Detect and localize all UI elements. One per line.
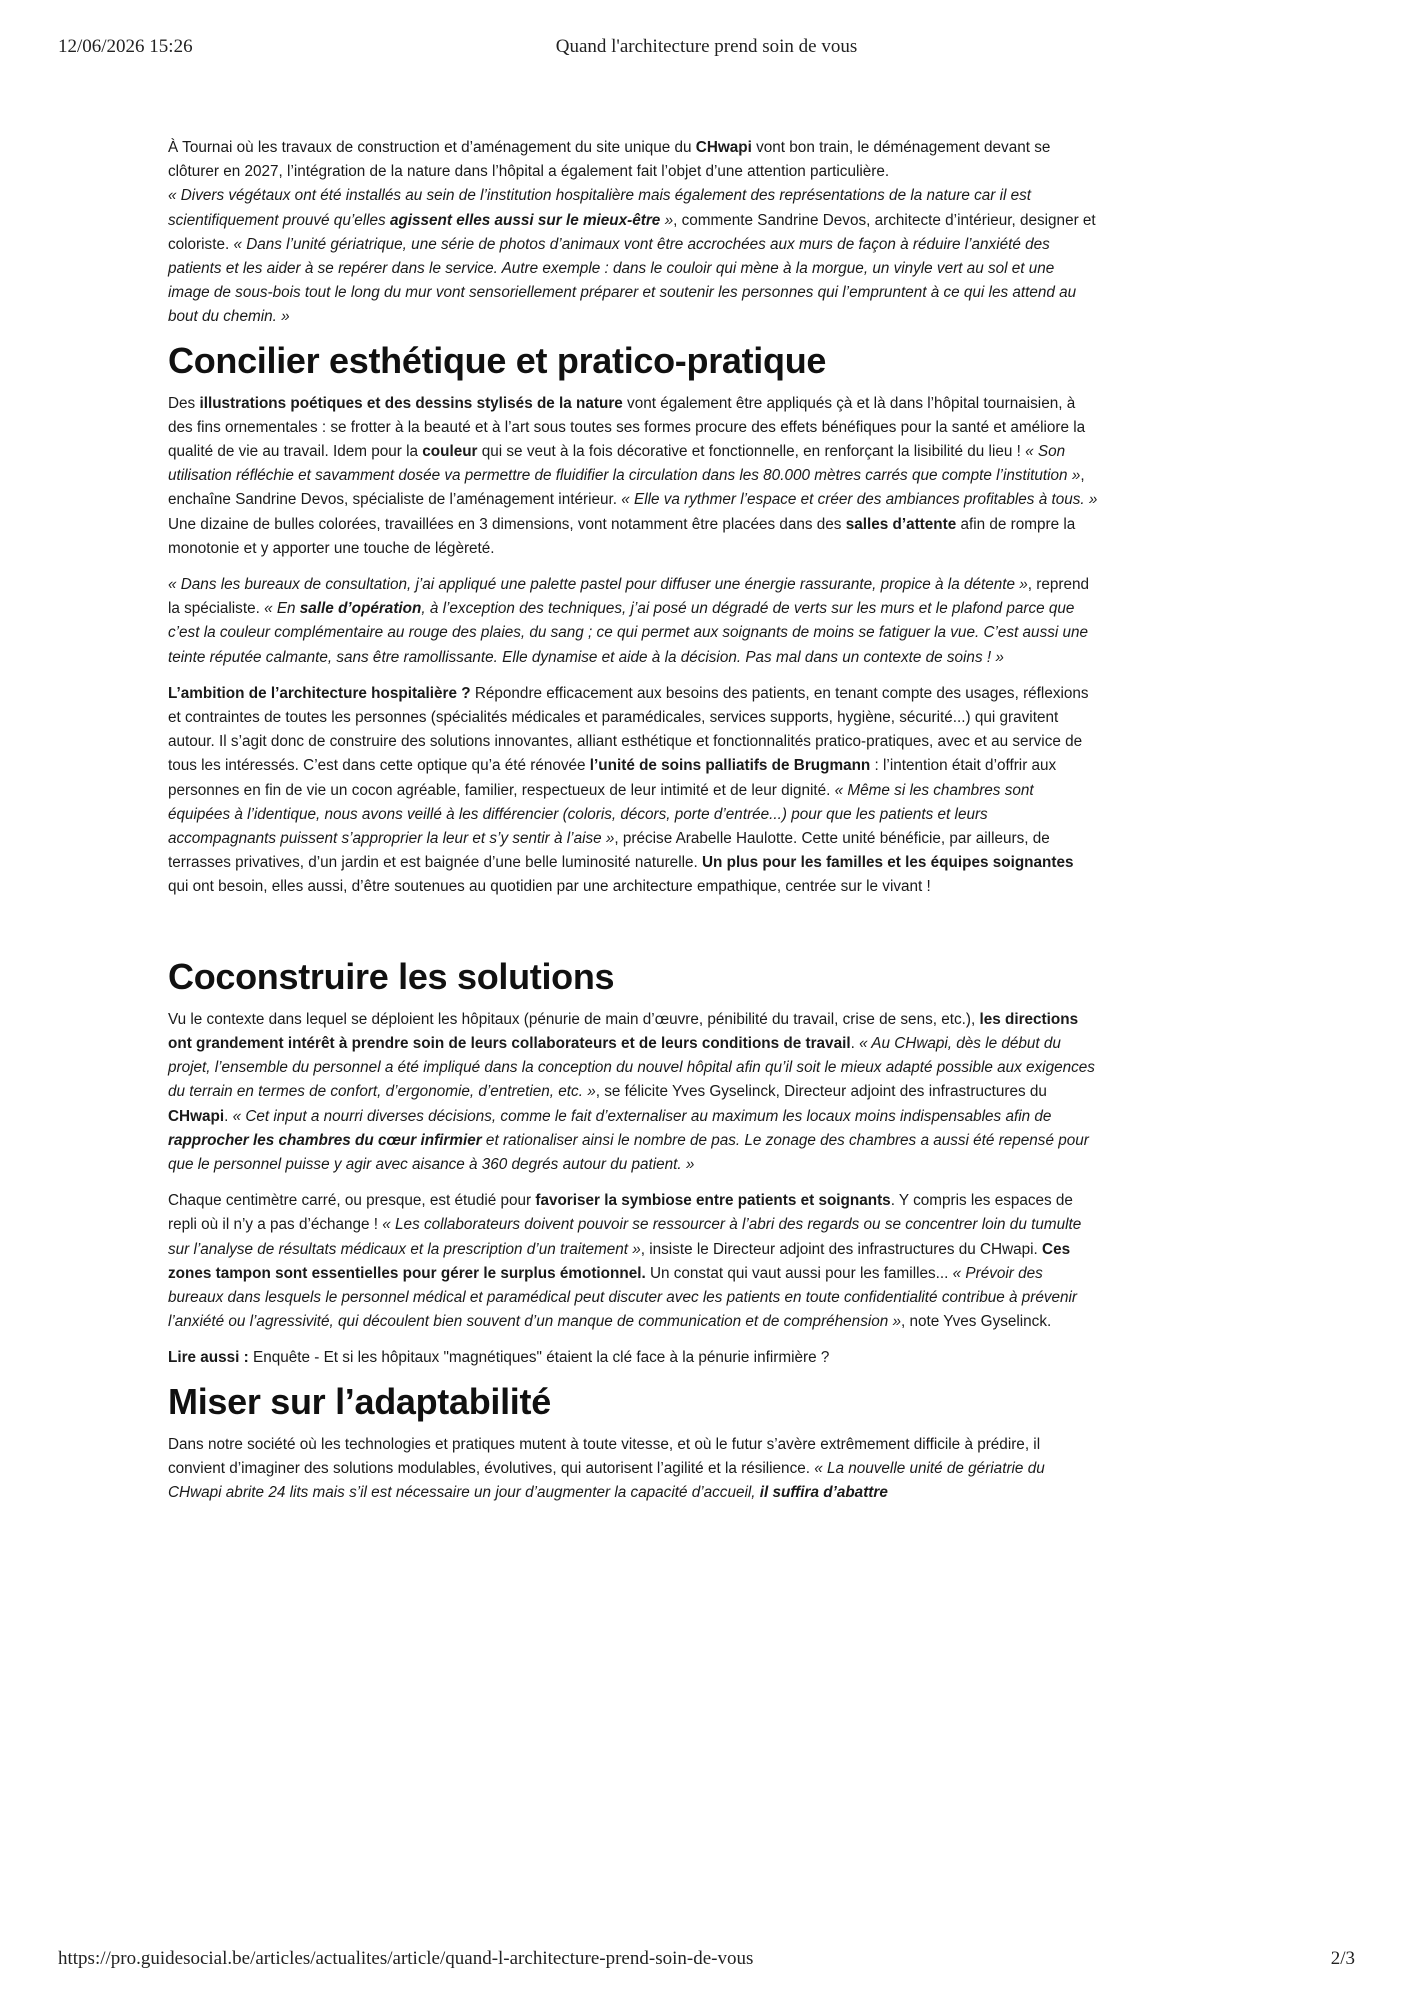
text-run: , commente Sandrine Devos, architecte d’intérieur, designer et coloriste. [168, 211, 1096, 253]
text-run-bold: l’unité de soins palliatifs de Brugmann [589, 757, 871, 775]
section-heading-concilier: Concilier esthétique et pratico-pratique [168, 339, 827, 381]
text-run-italic: « Même si les chambres sont équipées à l’identique, nous avons veillé à les différencier (coloris, décors, porte d’entrée...) pour que les patients et leurs accompagnants puissent s’approprier la leur et s’y sentir à l’aise » [168, 781, 1034, 848]
text-run-italic: « Dans les bureaux de consultation, j’ai appliqué une palette pastel pour diffuser une énergie rassurante, propice à la détente » [168, 576, 1028, 594]
text-run-bold: CHwapi [695, 139, 752, 156]
text-run: . Y compris les espaces de repli où il n’y a pas d’échange ! [168, 1192, 1073, 1234]
text-run-italic: « Au CHwapi, dès le début du projet, l’ensemble du personnel a été impliqué dans la conception du nouvel hôpital afin qu’il soit le mieux adapté possible aux exigences du terrain en termes de confort, d’ergonomie, d’entretien, etc. » [168, 1034, 1095, 1101]
text-run-bold: favoriser la symbiose entre patients et soignants [535, 1192, 891, 1210]
text-run-italic: « Cet input a nourri diverses décisions, comme le fait d’externaliser au maximum les locaux moins indispensables afin de [232, 1107, 1052, 1125]
text-run: Une dizaine de bulles colorées, travaillées en 3 dimensions, vont notamment être placées dans des [168, 515, 846, 533]
text-run: . [224, 1107, 233, 1125]
text-run-italic: « La nouvelle unité de gériatrie du CHwapi abrite 24 lits mais s’il est nécessaire un jour d’augmenter la capacité d’accueil, [168, 1459, 1045, 1501]
paragraph [168, 1008, 1098, 1177]
text-run-italic: , à l’exception des techniques, j’ai posé un dégradé de verts sur les murs et le plafond parce que c’est la couleur complémentaire au rouge des plaies, du sang ; ce qui permet aux soignants de moins se fatiguer la vue. C’est aussi une teinte réputée calmante, sans être ramollissante. Elle dynamise et aide à la décision. Pas mal dans un contexte de soins ! » [168, 600, 1089, 666]
text-run: Vu le contexte dans lequel se déploient les hôpitaux (pénurie de main d’œuvre, pénibilité du travail, crise de sens, etc.), [168, 1010, 980, 1028]
print-url: https://pro.guidesocial.be/articles/actualites/article/quand-l-architecture-prend-soin-de-vous [58, 1948, 754, 1969]
text-run-italic: » [660, 211, 674, 229]
text-run: vont bon train, le déménagement devant se clôturer en 2027, l’intégration de la nature dans l’hôpital a également fait l’objet d’une attention particulière. [168, 139, 1051, 181]
print-page-number: 2/3 [1330, 1948, 1355, 1969]
text-run-bold: couleur [422, 443, 478, 461]
text-run-bold: Un plus pour les familles et les équipes soignantes [702, 854, 1074, 872]
read-also-link[interactable]: Enquête - Et si les hôpitaux "magnétiques" étaient la clé face à la pénurie infirmière ? [248, 1349, 830, 1367]
print-title: Quand l'architecture prend soin de vous [555, 36, 858, 57]
text-run-bold-italic: rapprocher les chambres du cœur infirmier [168, 1131, 482, 1149]
text-run-italic: « Prévoir des bureaux dans lesquels le personnel médical et paramédical peut discuter avec les patients en toute confidentialité contribue à prévenir l’anxiété ou l’agressivité, qui découlent bien souvent d’un manque de communication et de compréhension » [168, 1264, 1078, 1331]
text-run-italic: « Dans l’unité gériatrique, une série de photos d’animaux vont être accrochées aux murs de façon à réduire l’anxiété des patients et les aider à se repérer dans le service. Autre exemple : dans le couloir qui mène à la morgue, un vinyle vert au sol et une image de sous-bois tout le long du mur vont sensoriellement préparer et soutenir les personnes qui l’empruntent à ce qui les attend au bout du chemin. » [168, 235, 1077, 326]
text-run-bold: salles d’attente [845, 515, 957, 533]
paragraph [168, 682, 1098, 900]
text-run-italic: « Son utilisation réfléchie et savamment dosée va permettre de fluidifier la circulation dans les 80.000 mètres carrés que compte l’institution » [168, 443, 1081, 485]
text-run: . [850, 1034, 860, 1052]
paragraph [168, 1189, 1098, 1334]
text-run-italic: « Les collaborateurs doivent pouvoir se ressourcer à l’abri des regards ou se concentrer loin du tumulte sur l’analyse de résultats médicaux et la prescription d’un traitement » [168, 1216, 1082, 1258]
section-heading-miser: Miser sur l’adaptabilité [168, 1380, 551, 1422]
text-run-bold-italic: agissent elles aussi sur le mieux-être [389, 211, 661, 229]
text-run-italic: « Divers végétaux ont été installés au sein de l’institution hospitalière mais également des représentations de la nature car il est scientifiquement prouvé qu’elles [168, 187, 1032, 229]
text-run: , se félicite Yves Gyselinck, Directeur adjoint des infrastructures du [595, 1083, 1047, 1101]
paragraph [168, 1433, 1098, 1506]
text-run: À Tournai où les travaux de construction et d’aménagement du site unique du [168, 139, 696, 156]
text-run-bold-italic: il suffira d’abattre [759, 1483, 888, 1501]
intro-paragraph [168, 136, 1098, 330]
read-also [168, 1346, 1098, 1370]
text-run-italic: et rationaliser ainsi le nombre de pas. Le zonage des chambres a aussi été repensé pour que le personnel puisse y agir avec aisance à 360 degrés autour du patient. » [168, 1131, 1089, 1173]
paragraph [168, 573, 1098, 670]
text-run-bold: illustrations poétiques et des dessins stylisés de la nature [199, 394, 623, 412]
text-run: Un constat qui vaut aussi pour les familles... [645, 1264, 953, 1282]
text-run: , enchaîne Sandrine Devos, spécialiste de l’aménagement intérieur. [168, 467, 1085, 509]
text-run-italic: « Elle va rythmer l’espace et créer des ambiances profitables à tous. » [621, 491, 1098, 509]
text-run: : l’intention était d’offrir aux personnes en fin de vie un cocon agréable, familier, respectueux de leur intimité et de leur dignité. [168, 757, 1057, 799]
text-run: Des [168, 394, 200, 412]
read-also-label: Lire aussi : [168, 1349, 249, 1367]
text-run: , insiste le Directeur adjoint des infrastructures du CHwapi. [640, 1240, 1043, 1258]
text-run: qui ont besoin, elles aussi, d’être soutenues au quotidien par une architecture empathique, centrée sur le vivant ! [168, 878, 931, 896]
text-run: Dans notre société où les technologies et pratiques mutent à toute vitesse, et où le futur s’avère extrêmement difficile à prédire, il convient d’imaginer des solutions modulables, évolutives, qui autorisent l’agilité et la résilience. [168, 1435, 1041, 1477]
text-run: qui se veut à la fois décorative et fonctionnelle, en renforçant la lisibilité du lieu ! [477, 443, 1026, 461]
text-run: , note Yves Gyselinck. [901, 1313, 1052, 1331]
text-run: afin de rompre la monotonie et y apporter une touche de légèreté. [168, 515, 1076, 557]
text-run: vont également être appliqués çà et là dans l’hôpital tournaisien, à des fins ornementales : se frotter à la beauté et à l’art sous toutes ses formes procure des effets bénéfiques pour la santé et améliore la qualité de vie au travail. Idem pour la [168, 394, 1086, 461]
section-heading-coconstruire: Coconstruire les solutions [168, 955, 615, 997]
text-run-bold-italic: salle d’opération [299, 600, 422, 618]
paragraph [168, 392, 1098, 561]
print-datetime: 12/06/2026 15:26 [58, 36, 193, 57]
text-run: , précise Arabelle Haulotte. Cette unité bénéficie, par ailleurs, de terrasses privatives, d’un jardin et est baignée d’une belle luminosité naturelle. [168, 830, 1050, 872]
text-run: , reprend la spécialiste. [168, 576, 1089, 618]
text-run-italic: « En [264, 600, 300, 618]
text-run-bold: Ces zones tampon sont essentielles pour gérer le surplus émotionnel. [168, 1240, 1071, 1282]
text-run: Chaque centimètre carré, ou presque, est étudié pour [168, 1192, 536, 1210]
text-run-bold: les directions ont grandement intérêt à prendre soin de leurs collaborateurs et de leurs conditions de travail [168, 1010, 1079, 1052]
text-run: Répondre efficacement aux besoins des patients, en tenant compte des usages, réflexions et contraintes de toutes les personnes (spécialités médicales et paramédicales, services supports, hygiène, sécurité...) qui gravitent autour. Il s’agit donc de construire des solutions innovantes, alliant esthétique et fonctionnalités pratico-pratiques, avec et au service de tous les intéressés. C’est dans cette optique qu’a été rénovée [168, 684, 1089, 775]
text-run-bold: L’ambition de l’architecture hospitalière ? [168, 684, 471, 702]
text-run-bold: CHwapi [168, 1107, 225, 1125]
article-body [168, 136, 1098, 1505]
